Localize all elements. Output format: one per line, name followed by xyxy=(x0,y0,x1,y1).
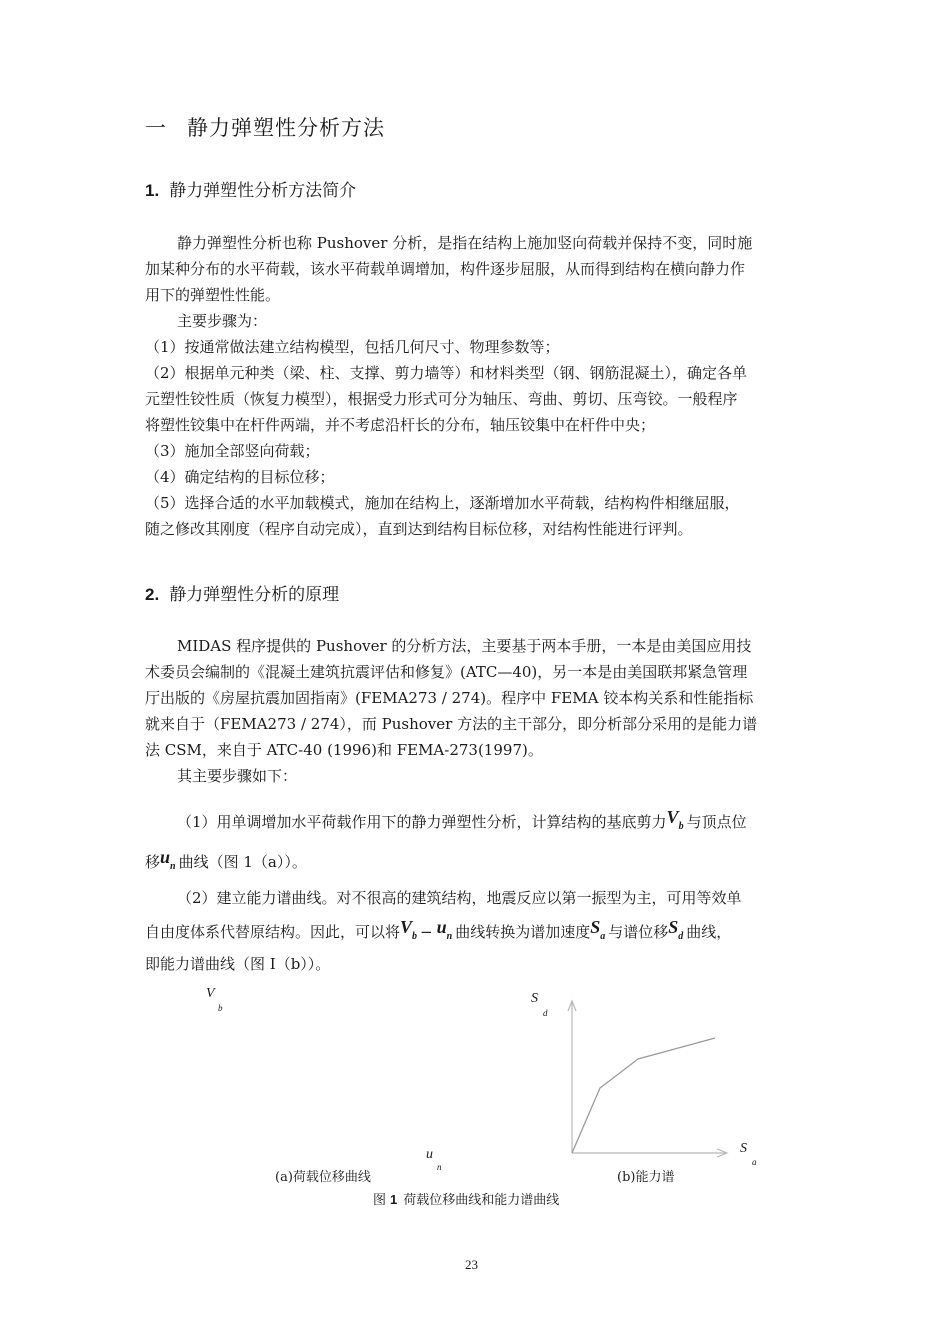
text-line: 加某种分布的水平荷载，该水平荷载单调增加，构件逐步屈服，从而得到结构在横向静力作 xyxy=(145,260,746,278)
text-line xyxy=(145,843,807,883)
text-line: 即能力谱曲线（图 I（b））。 xyxy=(145,955,331,973)
text-span: 曲线转换为谱加速度 xyxy=(455,923,591,941)
axis-label-x-sub: a xyxy=(752,1157,757,1167)
text-span: 与谱位移 xyxy=(608,923,669,941)
text-span: 与顶点位 xyxy=(686,813,747,831)
math-symbol: V xyxy=(400,917,413,937)
text-line xyxy=(145,803,807,843)
intro-paragraph xyxy=(145,230,807,542)
text-line: 将塑性铰集中在杆件两端，并不考虑沿杆长的分布，轴压铰集中在杆件中央； xyxy=(145,416,656,434)
figure-b-caption: (b)能力谱 xyxy=(617,1170,675,1185)
math-un xyxy=(160,847,179,872)
subsection-heading-1 xyxy=(145,176,356,201)
text-line: 静力弹塑性分析也称 Pushover 分析，是指在结构上施加竖向荷载并保持不变，同时施 xyxy=(177,234,753,252)
section-heading xyxy=(145,112,385,142)
axis-label-x: S xyxy=(740,1141,747,1156)
math-operator: − xyxy=(420,923,433,941)
subsection-number: 2. xyxy=(145,585,160,604)
section-number: 一 xyxy=(145,116,167,140)
text-line: 用下的弹塑性性能。 xyxy=(145,286,281,304)
math-symbol: S xyxy=(590,917,601,937)
section-title: 静力弹塑性分析方法 xyxy=(187,116,385,140)
text-span: 曲线， xyxy=(686,923,732,941)
subsection-number: 1. xyxy=(145,181,160,200)
text-line: 术委员会编制的《混凝土建筑抗震评估和修复》(ATC—40)，另一本是由美国联邦紧急管理 xyxy=(145,663,748,681)
subsection-title: 静力弹塑性分析方法简介 xyxy=(169,181,357,201)
math-subscript: a xyxy=(600,931,606,942)
caption-number: 1 xyxy=(390,1192,398,1207)
math-Sd xyxy=(668,917,686,942)
text-span: 曲线（图 1（a））。 xyxy=(178,853,307,871)
capacity-curve xyxy=(572,1038,715,1153)
math-symbol: u xyxy=(160,847,171,867)
text-span: 自由度体系代替原结构。因此，可以将 xyxy=(145,923,401,941)
figure-caption xyxy=(373,1189,559,1208)
math-symbol: V xyxy=(666,807,679,827)
math-subscript: d xyxy=(678,931,684,942)
math-subscript: n xyxy=(170,861,176,872)
text-line: 厅出版的《房屋抗震加固指南》(FEMA273 / 274)。程序中 FEMA 铰本构关系和性能指标 xyxy=(145,689,754,707)
math-Vb xyxy=(400,917,420,942)
step-item: （2）根据单元种类（梁、柱、支撑、剪力墙等）和材料类型（钢、钢筋混凝土），确定各单 xyxy=(145,364,748,382)
capacity-spectrum-plot xyxy=(560,995,750,1165)
steps-intro: 其主要步骤如下： xyxy=(177,767,298,785)
math-symbol: S xyxy=(668,917,679,937)
text-span: （1）用单调增加水平荷载作用下的静力弹塑性分析，计算结构的基底剪力 xyxy=(177,813,667,831)
step-item: （4）确定结构的目标位移； xyxy=(145,468,335,486)
text-line: 元塑性铰性质（恢复力模型），根据受力形式可分为轴压、弯曲、剪切、压弯铰。一般程序 xyxy=(145,390,738,408)
step-item: （1）按通常做法建立结构模型，包括几何尺寸、物理参数等； xyxy=(145,338,560,356)
text-line: 随之修改其刚度（程序自动完成），直到达到结构目标位移，对结构性能进行评判。 xyxy=(145,520,693,538)
math-subscript: b xyxy=(412,931,418,942)
axis-label-y: S xyxy=(531,991,538,1006)
math-un xyxy=(436,917,456,942)
figure-a-caption: (a)荷载位移曲线 xyxy=(275,1170,371,1185)
page-number: 23 xyxy=(465,1257,478,1272)
axis-label-x: u xyxy=(426,1147,433,1162)
math-subscript: b xyxy=(678,821,684,832)
text-line: （2）建立能力谱曲线。对不很高的建筑结构，地震反应以第一振型为主，可用等效单 xyxy=(177,889,742,907)
text-span: 移 xyxy=(145,853,161,871)
text-line: 法 CSM，来自于 ATC-40 (1996)和 FEMA-273(1997)。 xyxy=(145,741,543,759)
step-item: （3）施加全部竖向荷载； xyxy=(145,442,320,460)
caption-prefix: 图 xyxy=(373,1193,387,1208)
axis-label-y-sub: b xyxy=(218,1003,223,1013)
step-2-1 xyxy=(145,803,807,975)
text-line xyxy=(145,913,807,953)
text-line: MIDAS 程序提供的 Pushover 的分析方法，主要基于两本手册，一本是由美国应用技 xyxy=(177,637,752,655)
axis-label-x-sub: n xyxy=(437,1162,442,1172)
text-line: 就来自于（FEMA273 / 274），而 Pushover 方法的主干部分，即分析部分采用的是能力谱 xyxy=(145,715,758,733)
math-symbol: u xyxy=(436,917,447,937)
principle-paragraph xyxy=(145,633,807,789)
axis-label-y: V xyxy=(206,986,215,1001)
subsection-title: 静力弹塑性分析的原理 xyxy=(169,585,340,605)
caption-text: 荷载位移曲线和能力谱曲线 xyxy=(403,1193,560,1208)
steps-intro: 主要步骤为： xyxy=(177,312,268,330)
math-Vb xyxy=(666,807,687,832)
subsection-heading-2 xyxy=(145,580,339,605)
axis-label-y-sub: d xyxy=(543,1008,548,1018)
step-item: （5）选择合适的水平加载模式，施加在结构上，逐渐增加水平荷载，结构构件相继屈服， xyxy=(145,494,740,512)
math-subscript: n xyxy=(446,931,453,942)
math-Sa xyxy=(590,917,608,942)
